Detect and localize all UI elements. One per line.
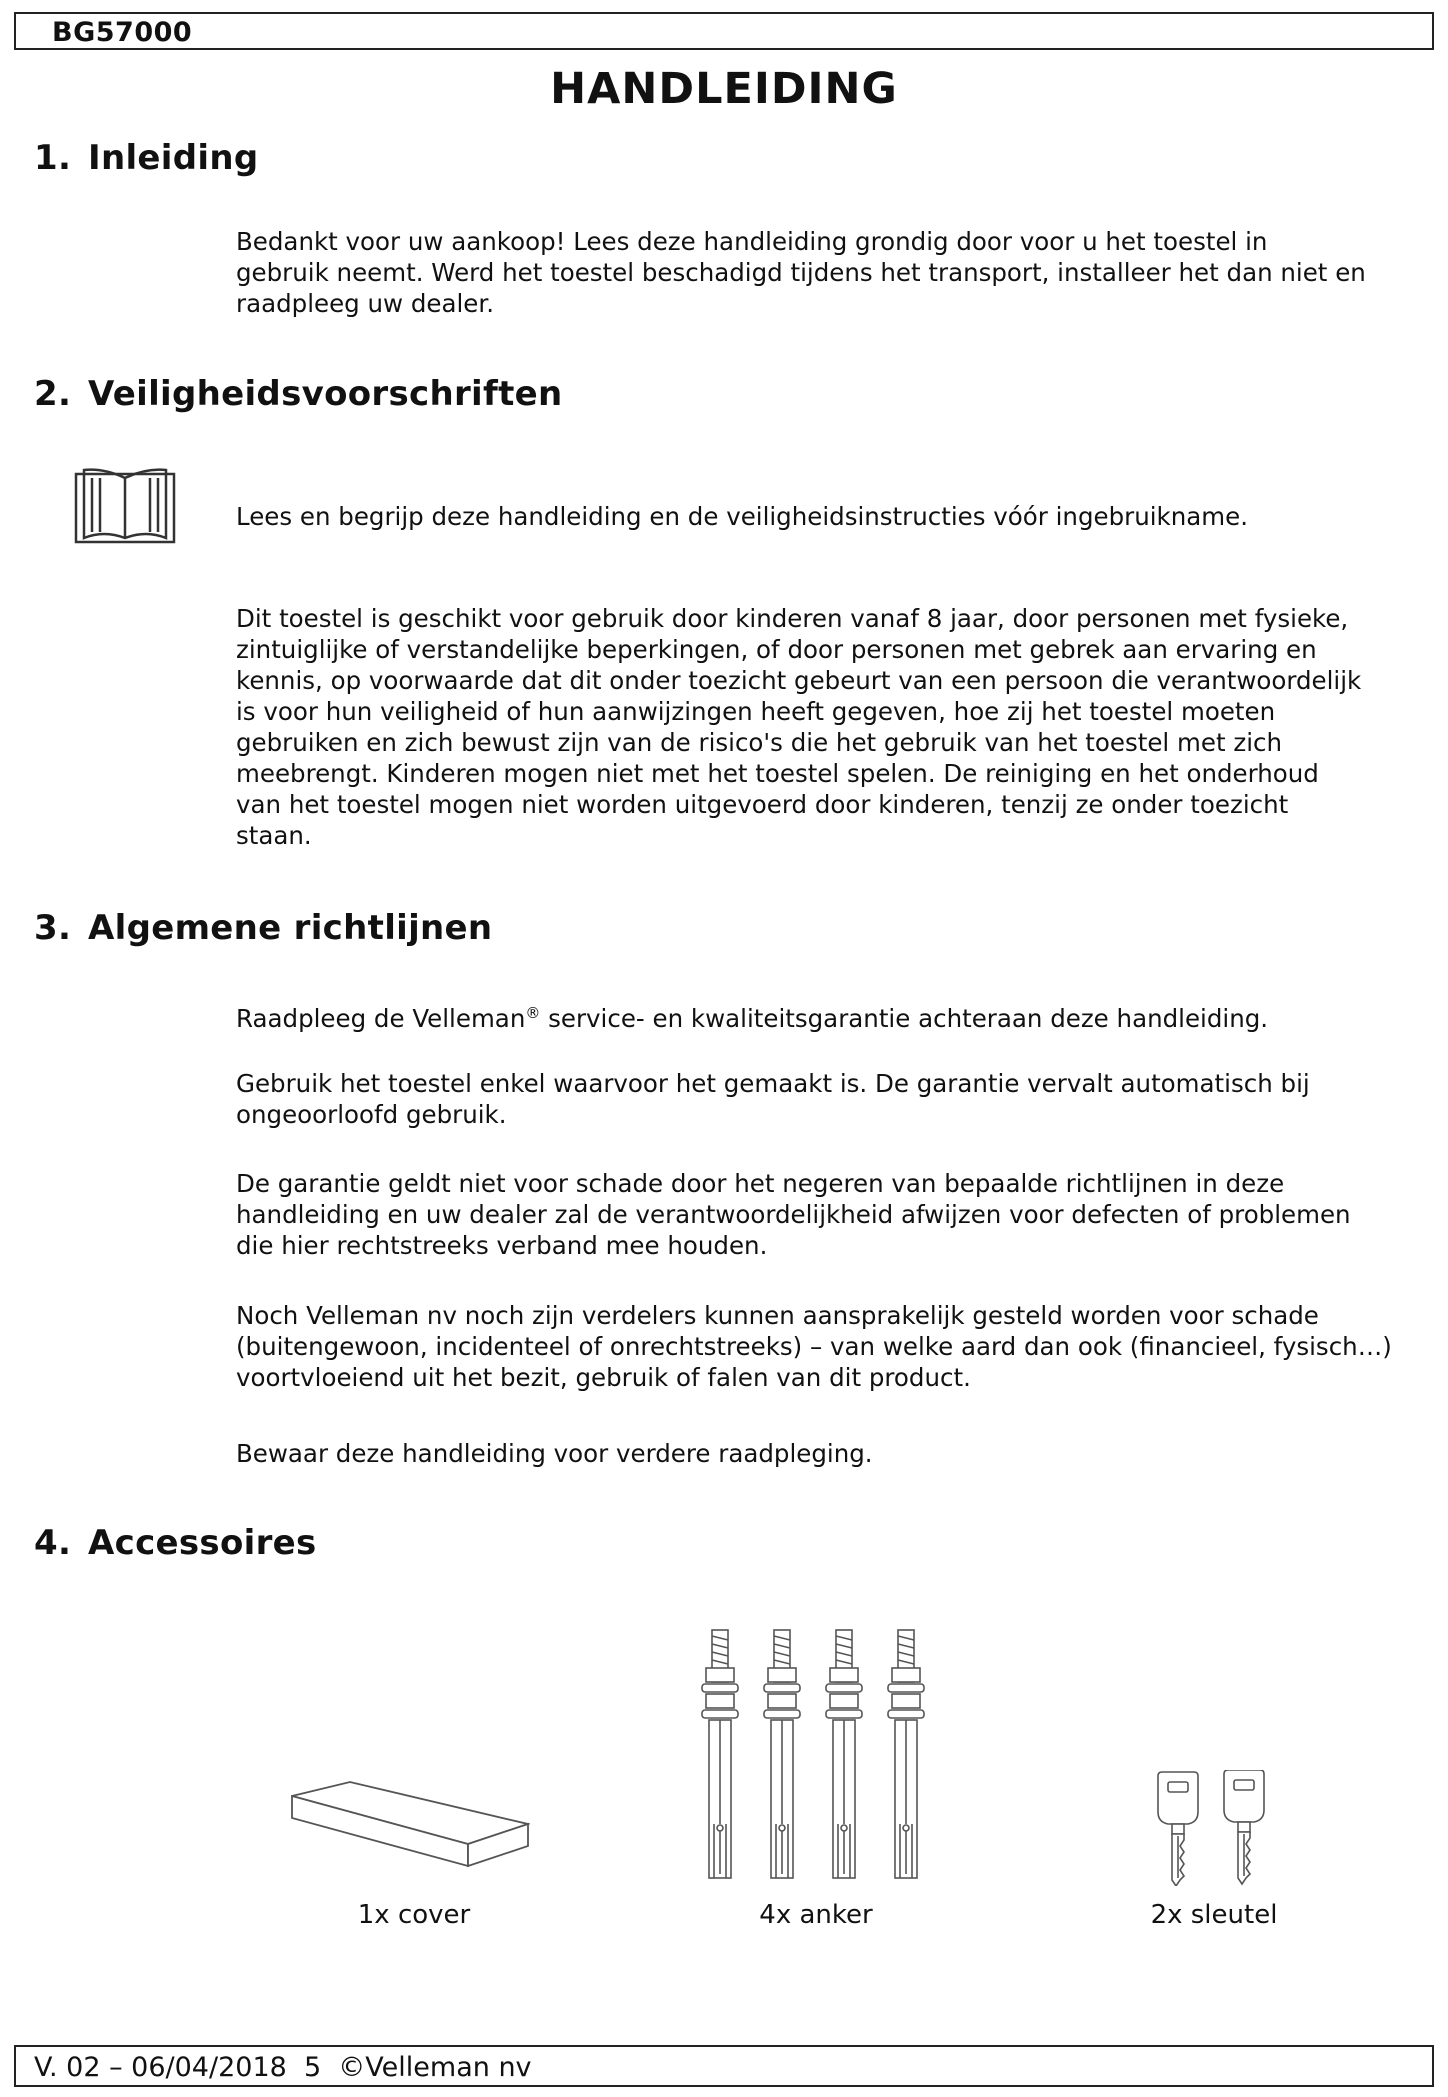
- anchor-bolt-icon: [696, 1628, 936, 1884]
- section-title: Algemene richtlijnen: [88, 908, 493, 948]
- section-title: Accessoires: [88, 1523, 317, 1563]
- manual-book-icon: [74, 468, 176, 546]
- guideline-keep-paragraph: Bewaar deze handleiding voor verdere raadpleging.: [236, 1439, 873, 1468]
- intro-paragraph: Bedankt voor uw aankoop! Lees deze handleiding grondig door voor u het toestel in gebruik neemt. Werd het toestel beschadigd tijdens het transport, installeer het dan niet en raadpleeg uw dealer.: [236, 227, 1366, 318]
- section-number: 4.: [34, 1523, 72, 1563]
- guideline-usage-paragraph: Gebruik het toestel enkel waarvoor het gemaakt is. De garantie vervalt automatisch bij ongeoorloofd gebruik.: [236, 1069, 1310, 1129]
- safety-children-paragraph: Dit toestel is geschikt voor gebruik door kinderen vanaf 8 jaar, door personen met fysieke, zintuiglijke of verstandelijke beperkingen, of door personen met gebrek aan ervaring en kennis, op voorwaarde dat dit onder toezicht gebeurt van een persoon die verantwoordelijk is voor hun veiligheid of hun aanwijzingen heeft gegeven, hoe zij het toestel moeten gebruiken en zich bewust zijn van de risico's die het gebruik van het toestel met zich meebrengt. Kinderen mogen niet met het toestel spelen. De reiniging en het onderhoud van het toestel mogen niet worden uitgevoerd door kinderen, tenzij ze onder toezicht staan.: [236, 604, 1362, 850]
- registered-mark: ®: [525, 1004, 541, 1022]
- section-heading-accessoires: [34, 1523, 317, 1563]
- section-title: Inleiding: [88, 138, 259, 178]
- footer-box: [14, 2045, 1434, 2087]
- section-number: 3.: [34, 908, 72, 948]
- section-number: 1.: [34, 138, 72, 178]
- guideline-liability-paragraph: Noch Velleman nv noch zijn verdelers kunnen aansprakelijk gesteld worden voor schade (buitengewoon, incidenteel of onrechtstreeks) – van welke aard dan ook (financieel, fysisch…) voortvloeiend uit het bezit, gebruik of falen van dit product.: [236, 1301, 1392, 1392]
- guideline-warranty-rest: service- en kwaliteitsgarantie achteraan deze handleiding.: [540, 1004, 1269, 1034]
- key-icon: [1150, 1770, 1280, 1886]
- footer-text: V. 02 – 06/04/2018 5 ©Velleman nv: [34, 2052, 532, 2083]
- accessory-caption-cover: 1x cover: [357, 1900, 471, 1930]
- guideline-warranty-start: Raadpleeg de Velleman: [236, 1004, 526, 1034]
- product-code: BG57000: [52, 17, 193, 48]
- section-number: 2.: [34, 374, 72, 414]
- accessory-caption-anker: 4x anker: [759, 1900, 873, 1930]
- accessory-caption-sleutel: 2x sleutel: [1150, 1900, 1278, 1930]
- guideline-warranty-paragraph: [236, 998, 1386, 1034]
- cover-plate-icon: [290, 1780, 530, 1870]
- section-title: Veiligheidsvoorschriften: [88, 374, 563, 414]
- guideline-damage-paragraph: De garantie geldt niet voor schade door het negeren van bepaalde richtlijnen in deze handleiding en uw dealer zal de verantwoordelijkheid afwijzen voor defecten of problemen die hier rechtstreeks verband mee houden.: [236, 1169, 1351, 1260]
- header-box: [14, 12, 1434, 50]
- section-heading-inleiding: [34, 138, 258, 178]
- section-heading-veiligheid: [34, 374, 562, 414]
- safety-read-instruction: Lees en begrijp deze handleiding en de veiligheidsinstructies vóór ingebruikname.: [236, 502, 1248, 531]
- page-title: HANDLEIDING: [550, 64, 898, 114]
- section-heading-richtlijnen: [34, 908, 492, 948]
